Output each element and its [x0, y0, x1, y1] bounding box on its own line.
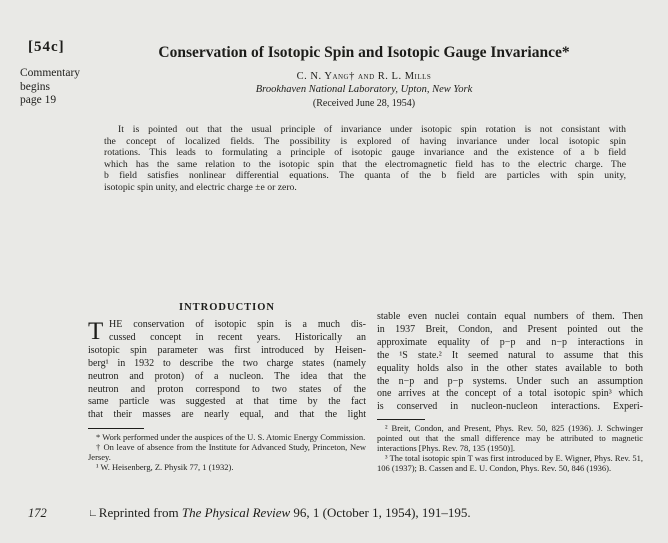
margin-note-line: page 19	[20, 94, 57, 106]
footnote: ³ The total isotopic spin T was first introduced by E. Wigner, Phys. Rev. 51, 106 (1937); B. Cassen and E. U. Condon, Phys. Rev. 50, 846 (1936).	[377, 453, 643, 473]
reprint-credit-line	[88, 505, 648, 521]
body-text-line: neutron and proton correspond to two states of the	[88, 383, 366, 395]
body-text-line: equality holds also in the other states available to both	[377, 362, 643, 374]
footnote: * Work performed under the auspices of the U. S. Atomic Energy Commission.	[96, 432, 366, 442]
margin-note-line: begins	[20, 80, 51, 93]
page-number: 172	[28, 506, 47, 520]
body-text-line: the n−p and p−p systems. Under such an assumption	[377, 375, 643, 387]
right-column-text	[377, 311, 643, 414]
reprint-suffix: 96, 1 (October 1, 1954), 191–195.	[290, 505, 471, 520]
abstract-line: which has the same relation to the isotopic spin that the electromagnetic field has to the electric charge. The	[104, 158, 626, 170]
body-text-line: neutron and proton) of a nucleon. The idea that the	[88, 370, 366, 382]
left-column-lines	[88, 319, 366, 422]
body-text-line: HE conservation of isotopic spin is a much dis-	[109, 319, 366, 330]
abstract-line: the concept of localized fields. The possibility is explored of having invariance under local isotopic spin	[104, 135, 626, 147]
footnote-rule-right	[377, 419, 425, 420]
body-text-line: approximate equality of p−p and n−p interactions in	[377, 336, 643, 348]
body-text-line: same particle was suggested at that time by the fact	[88, 396, 366, 408]
footnote: ² Breit, Condon, and Present, Phys. Rev. 50, 825 (1936). J. Schwinger pointed out that the small difference may be attributed to magnetic interactions [Phys. Rev. 78, 135 (1950)].	[377, 423, 643, 453]
body-text-line: isotopic spin parameter was first introduced by Heisen-	[88, 344, 366, 356]
printers-corner-mark: ∟	[88, 508, 98, 519]
body-text-line: is conserved in nucleon-nucleon interactions. Experi-	[377, 401, 643, 413]
footnotes-right	[377, 423, 643, 473]
body-text-line: the ¹S state.² It seemed natural to assume that this	[377, 349, 643, 361]
body-text-line: stable even nuclei contain equal numbers of them. Then	[377, 311, 643, 322]
paper-title: Conservation of Isotopic Spin and Isotopic Gauge Invariance*	[158, 44, 570, 61]
body-text-line: in 1937 Breit, Condon, and Present pointed out the	[377, 323, 643, 335]
journal-title: The Physical Review	[181, 505, 291, 520]
margin-note-line: Commentary	[20, 67, 81, 79]
section-heading-introduction: INTRODUCTION	[178, 302, 275, 313]
commentary-margin-note	[20, 67, 80, 108]
body-text-line: cussed concept in recent years. Historically an	[109, 331, 366, 343]
abstract-line: b field satisfies nonlinear differential equations. The quanta of the b field are particles with spin unity,	[104, 170, 626, 182]
abstract-block	[104, 124, 626, 194]
footnote: ¹ W. Heisenberg, Z. Physik 77, 1 (1932).	[96, 462, 234, 472]
body-text-line: one arrives at the concept of a total isotopic spin³ which	[377, 388, 643, 400]
abstract-line: It is pointed out that the usual principle of invariance under isotopic spin rotation is not consistant with	[118, 124, 626, 135]
left-column-text	[88, 319, 366, 422]
authors-line: C. N. Yang† and R. L. Mills	[296, 71, 432, 82]
received-date-line: (Received June 28, 1954)	[312, 98, 416, 109]
footnote: † On leave of absence from the Institute for Advanced Study, Princeton, New Jersey.	[88, 442, 366, 462]
body-text-line: berg¹ in 1932 to describe the two charge states (namely	[88, 357, 366, 369]
footnote-rule-left	[88, 428, 144, 429]
reprint-prefix: Reprinted from	[98, 505, 182, 520]
abstract-line: isotopic spin unity, and electric charge ±e or zero.	[104, 181, 297, 193]
abstract-line: rotations. This leads to formulating a principle of isotopic gauge invariance and the existence of a b field	[104, 147, 626, 159]
dropcap-letter: T	[88, 318, 104, 345]
article-number-tag: [54c]	[28, 39, 65, 55]
affiliation-line: Brookhaven National Laboratory, Upton, New York	[255, 84, 473, 95]
body-text-line: that their masses are nearly equal, and that the light	[88, 409, 366, 421]
footnotes-left	[88, 432, 366, 472]
